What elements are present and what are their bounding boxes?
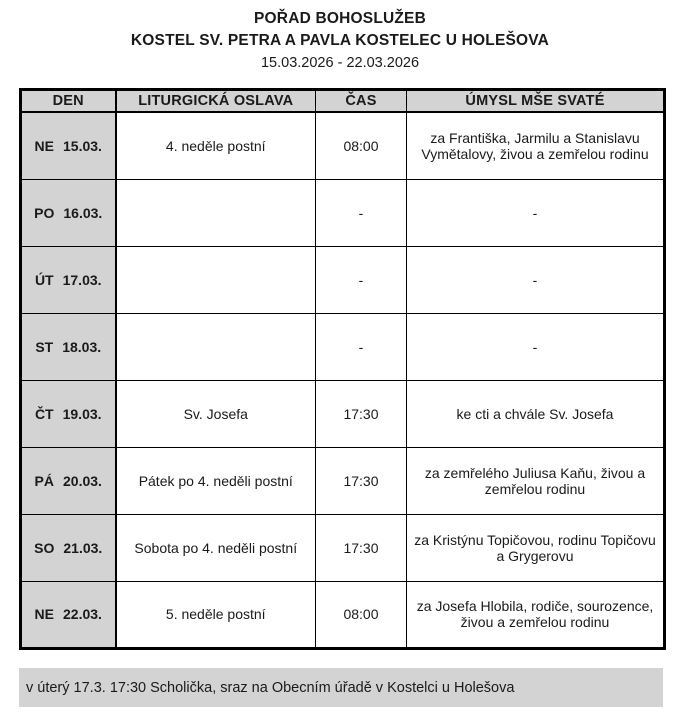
celebration-cell: 4. neděle postní xyxy=(116,112,316,179)
day-abbrev: PÁ xyxy=(34,472,54,489)
intention-cell: - xyxy=(407,179,665,246)
day-abbrev: ST xyxy=(35,338,54,355)
day-abbrev: NE xyxy=(34,137,54,154)
day-cell xyxy=(21,447,116,514)
column-header-umysl: ÚMYSL MŠE SVATÉ xyxy=(407,90,665,113)
intention-cell: za zemřelého Juliusa Kaňu, živou a zemřelou rodinu xyxy=(407,447,665,514)
day-date: 16.03. xyxy=(63,204,103,221)
table-row xyxy=(21,447,665,514)
day-cell xyxy=(21,514,116,581)
day-date: 21.03. xyxy=(63,539,103,556)
day-cell xyxy=(21,313,116,380)
date-range: 15.03.2026 - 22.03.2026 xyxy=(260,55,420,71)
time-cell: 17:30 xyxy=(316,447,407,514)
celebration-cell: Sv. Josefa xyxy=(116,380,316,447)
intention-cell: za Kristýnu Topičovou, rodinu Topičovu a Grygerovu xyxy=(407,514,665,581)
time-cell: - xyxy=(316,179,407,246)
table-row xyxy=(21,179,665,246)
day-cell xyxy=(21,246,116,313)
day-date: 19.03. xyxy=(62,405,102,422)
intention-cell: za Josefa Hlobila, rodiče, sourozence, živou a zemřelou rodinu xyxy=(407,581,665,648)
column-header-cas: ČAS xyxy=(316,90,407,113)
day-date: 17.03. xyxy=(62,271,102,288)
time-cell: - xyxy=(316,313,407,380)
day-date: 20.03. xyxy=(63,472,102,489)
day-abbrev: ÚT xyxy=(34,271,54,288)
intention-cell: - xyxy=(407,246,665,313)
church-name: KOSTEL SV. PETRA A PAVLA KOSTELEC U HOLEŠOVA xyxy=(130,32,550,49)
title-block xyxy=(0,0,680,71)
day-cell xyxy=(21,581,116,648)
celebration-cell: Pátek po 4. neděli postní xyxy=(116,447,316,514)
time-cell: 08:00 xyxy=(316,581,407,648)
time-cell: 17:30 xyxy=(316,514,407,581)
time-cell: 08:00 xyxy=(316,112,407,179)
column-header-den: DEN xyxy=(21,90,116,113)
intention-cell: za Františka, Jarmilu a Stanislavu Vymětalovy, živou a zemřelou rodinu xyxy=(407,112,665,179)
day-date: 22.03. xyxy=(63,606,102,622)
table-header-row xyxy=(21,90,665,113)
celebration-cell: 5. neděle postní xyxy=(116,581,316,648)
day-cell xyxy=(21,112,116,179)
table-row xyxy=(21,246,665,313)
day-abbrev: PO xyxy=(34,204,55,221)
intention-cell: - xyxy=(407,313,665,380)
table-row xyxy=(21,380,665,447)
celebration-cell xyxy=(116,313,316,380)
page-title: POŘAD BOHOSLUŽEB xyxy=(254,10,426,27)
time-cell: 17:30 xyxy=(316,380,407,447)
celebration-cell xyxy=(116,246,316,313)
intention-cell: ke cti a chvále Sv. Josefa xyxy=(407,380,665,447)
celebration-cell xyxy=(116,179,316,246)
day-date: 15.03. xyxy=(63,137,102,154)
schedule-table xyxy=(19,88,666,650)
table-row xyxy=(21,313,665,380)
table-row xyxy=(21,581,665,648)
day-abbrev: ČT xyxy=(34,405,54,422)
time-cell: - xyxy=(316,246,407,313)
announcement-note: v úterý 17.3. 17:30 Scholička, sraz na Obecním úřadě v Kostelci u Holešova xyxy=(19,668,663,707)
column-header-oslava: LITURGICKÁ OSLAVA xyxy=(116,90,316,113)
table-row xyxy=(21,514,665,581)
table-row xyxy=(21,112,665,179)
day-date: 18.03. xyxy=(62,338,102,355)
day-abbrev: SO xyxy=(34,539,55,556)
celebration-cell: Sobota po 4. neděli postní xyxy=(116,514,316,581)
day-cell xyxy=(21,179,116,246)
day-cell xyxy=(21,380,116,447)
day-abbrev: NE xyxy=(34,606,54,622)
